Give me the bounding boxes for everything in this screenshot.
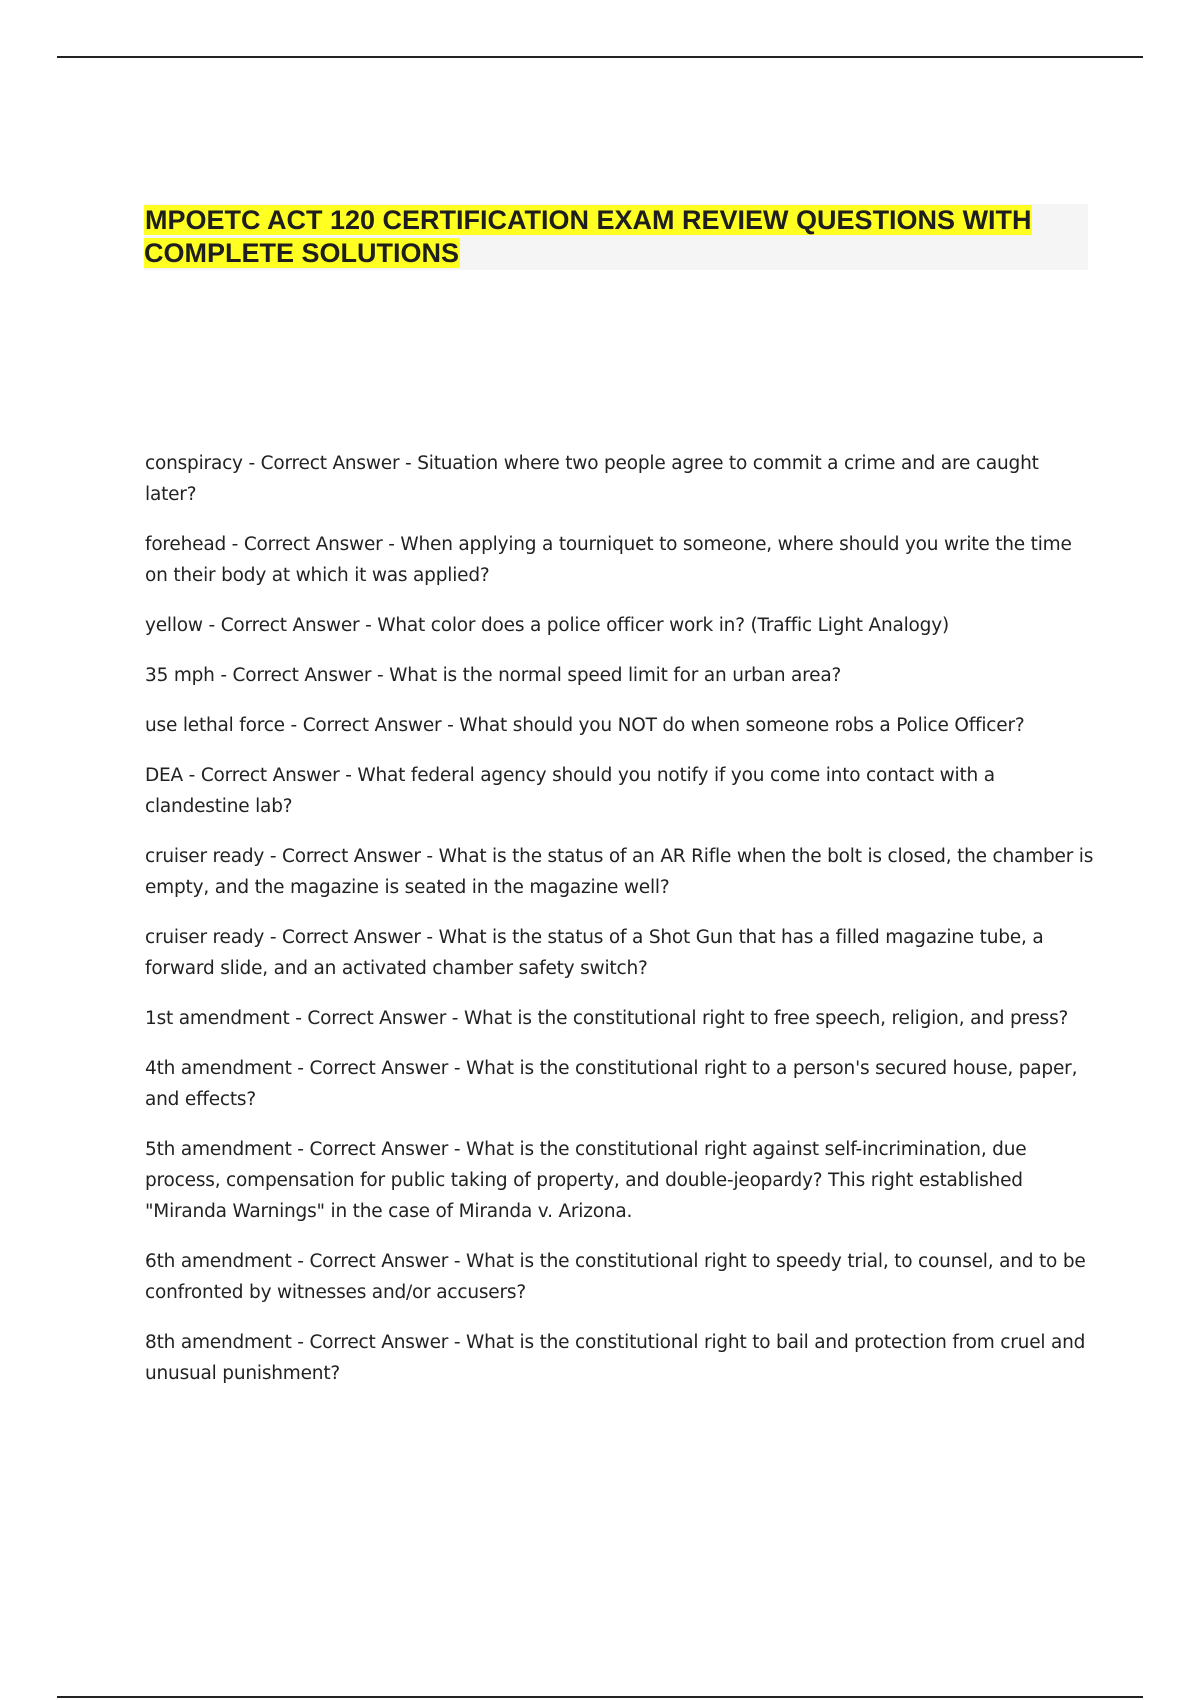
qa-list [145, 448, 1095, 1408]
qa-item-lethal-force: use lethal force - Correct Answer - What should you NOT do when someone robs a Police Officer? [145, 715, 1025, 736]
qa-item-conspiracy: conspiracy - Correct Answer - Situation where two people agree to commit a crime and are caught later? [145, 453, 1039, 505]
footer-rule [57, 1696, 1143, 1698]
qa-item-shot-gun: cruiser ready - Correct Answer - What is the status of a Shot Gun that has a filled magazine tube, a forward slide, and an activated chamber safety switch? [145, 927, 1044, 979]
title-block [144, 204, 1088, 270]
qa-item-forehead: forehead - Correct Answer - When applying a tourniquet to someone, where should you write the time on their body at which it was applied? [145, 534, 1072, 586]
qa-item-yellow: yellow - Correct Answer - What color does a police officer work in? (Traffic Light Analogy) [145, 615, 949, 636]
document-title [144, 204, 1088, 270]
qa-item-ar-rifle: cruiser ready - Correct Answer - What is the status of an AR Rifle when the bolt is closed, the chamber is empty, and the magazine is seated in the magazine well? [145, 846, 1094, 898]
qa-item-1st-amendment: 1st amendment - Correct Answer - What is the constitutional right to free speech, religion, and press? [145, 1008, 1069, 1029]
qa-item-dea: DEA - Correct Answer - What federal agency should you notify if you come into contact with a clandestine lab? [145, 765, 995, 817]
header-rule [57, 56, 1143, 58]
qa-item-35-mph: 35 mph - Correct Answer - What is the normal speed limit for an urban area? [145, 665, 842, 686]
qa-item-8th-amendment: 8th amendment - Correct Answer - What is the constitutional right to bail and protection from cruel and unusual punishment? [145, 1332, 1086, 1384]
qa-item-5th-amendment: 5th amendment - Correct Answer - What is the constitutional right against self-incrimination, due process, compensation for public taking of property, and double-jeopardy? This right established "Miranda Warnings" in the case of Miranda v. Arizona. [145, 1139, 1027, 1222]
qa-item-6th-amendment: 6th amendment - Correct Answer - What is the constitutional right to speedy trial, to counsel, and to be confronted by witnesses and/or accusers? [145, 1251, 1086, 1303]
title-highlight: MPOETC ACT 120 CERTIFICATION EXAM REVIEW QUESTIONS WITH COMPLETE SOLUTIONS [144, 205, 1032, 268]
qa-item-4th-amendment: 4th amendment - Correct Answer - What is the constitutional right to a person's secured house, paper, and effects? [145, 1058, 1078, 1110]
